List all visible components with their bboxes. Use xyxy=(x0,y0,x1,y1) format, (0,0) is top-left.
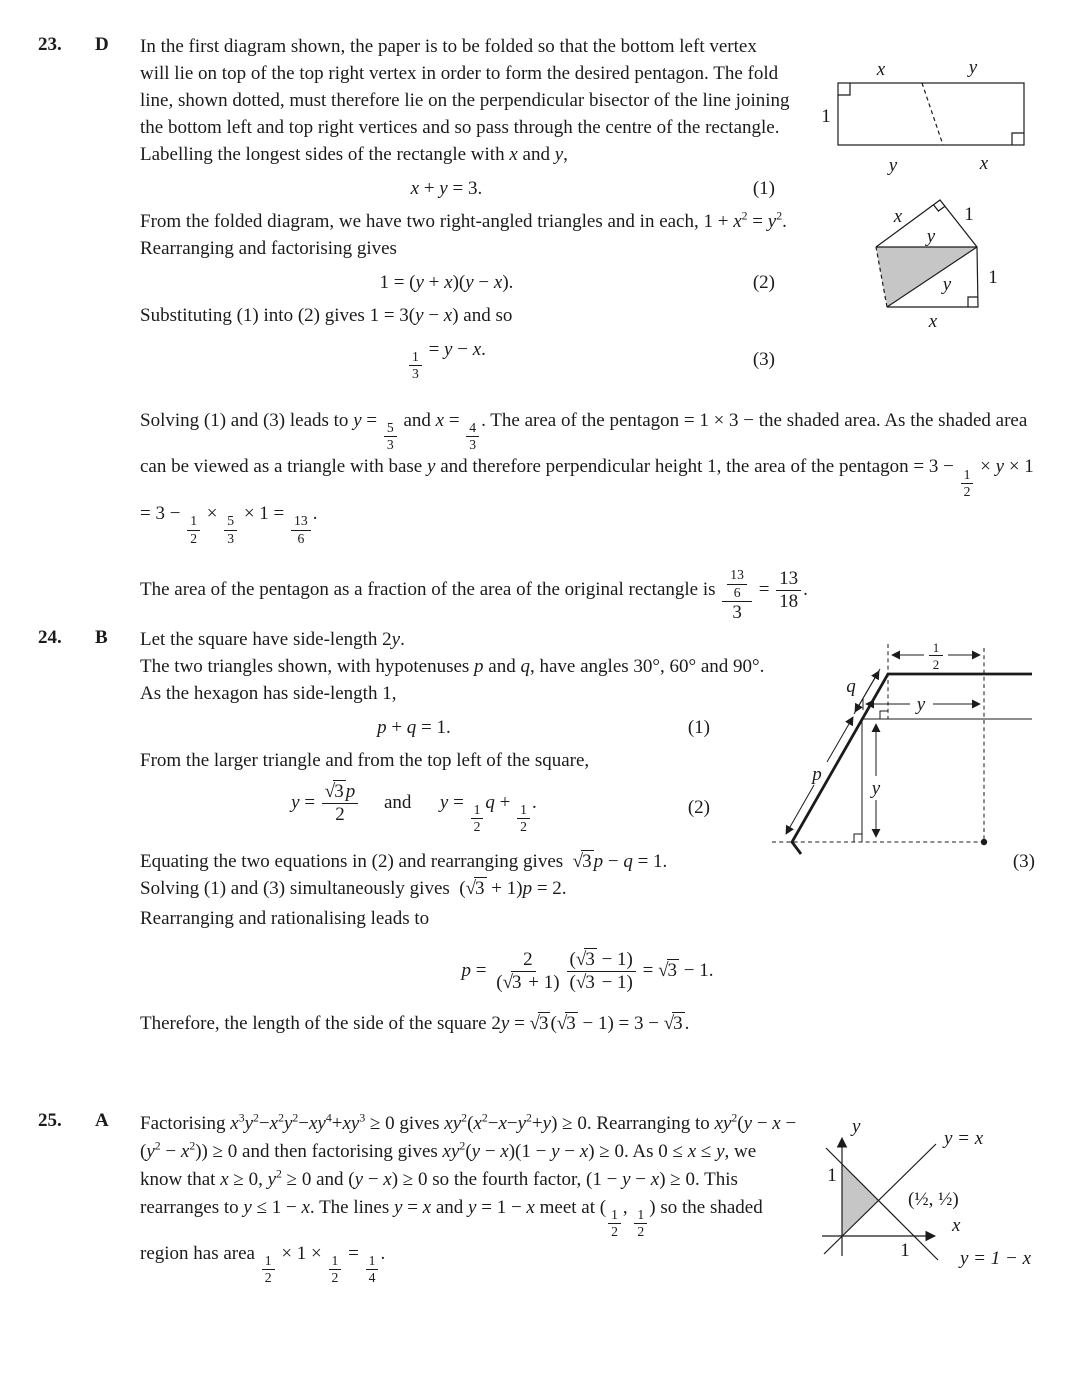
dimension-arrow xyxy=(855,669,880,712)
label-x-axis: x xyxy=(952,1215,961,1236)
shaded-region xyxy=(842,1164,879,1236)
shaded-triangle xyxy=(876,247,977,307)
equation-tag: (2) xyxy=(752,271,775,293)
fold-line xyxy=(922,83,943,145)
equation-tag: (2) xyxy=(687,797,710,819)
label-y: y xyxy=(888,155,898,176)
solution-paragraph: Rearranging and rationalising leads to xyxy=(140,907,430,929)
label-1: 1 xyxy=(988,267,998,288)
label-line-y-equals-1-minus-x: y = 1 − x xyxy=(960,1248,1032,1269)
equation: 1 = (y + x)(y − x). xyxy=(379,271,514,293)
label-x: x xyxy=(893,206,903,227)
solution-paragraph: Factorising $x^3y^2-x^2y^2-xy^4+xy^3 \ge 0$ gives $xy^2(x^2-x-y^2+y) \ge 0$. Rearranging to $xy^2(y - x - (y^2 - x^2)) \ge 0$ and then factorising gives $xy^2(y - x)(1 - y - x) \ge 0$. As 0 ≤ x ≤ y, we know that x ≥ 0, $y^2 \ge 0$ and (y − x) ≥ 0 so the fourth factor, (1 − y − x) ≥ 0. This rearranges to y ≤ 1 − x. The lines y = x and y = 1 − x meet at ( $\frac{1}{2}$ , $\frac{1}{2}$ ) so the shaded region has area $\frac{1}{2}$ × 1 × $\frac{1}{2}$ = $\frac{1}{4}$ . xyxy=(140,1111,797,1286)
label-unit-y: 1 xyxy=(827,1165,837,1186)
equation-row-2 xyxy=(140,272,775,294)
solution-paragraph: From the folded diagram, we have two right-angled triangles and in each, $1 + x^2 = y^2$. Rearranging and factorising gives xyxy=(140,209,787,259)
diagram-24-hexagon xyxy=(770,628,1060,856)
label-y: y xyxy=(916,694,926,715)
equation-tag: (1) xyxy=(687,716,710,738)
solution-paragraph: The area of the pentagon as a fraction of the area of the original rectangle is $\frac{\frac{13}{6}}{3}$ = $\frac{13}{18}$ . xyxy=(140,558,1080,623)
solution-paragraph: Solving (1) and (3) leads to y = $\frac{5}{3}$ and x = $\frac{4}{3}$ . The area of the pentagon = 1 × 3 − the shaded area. As the shaded area can be viewed as a triangle with base y and therefore perpendicular height 1, the area of the pentagon = 3 − $\frac{1}{2}$ × y × 1 = 3 − $\frac{1}{2}$ × $\frac{5}{3}$ × 1 = $\frac{13}{6}$ . xyxy=(140,409,1034,546)
label-unit-x: 1 xyxy=(900,1240,910,1261)
label-q: q xyxy=(846,676,856,697)
equation: Equating the two equations in (2) and rearranging gives √3 p − q = 1. xyxy=(140,850,668,872)
label-y: y xyxy=(871,778,881,799)
answer-letter: D xyxy=(95,34,109,55)
right-angle-mark xyxy=(934,205,946,211)
diagram-23-fold xyxy=(800,45,1050,330)
displayed-equation xyxy=(140,950,1035,993)
label-1: 1 xyxy=(821,106,831,127)
problem-number: 25. xyxy=(38,1110,62,1131)
label-half-denominator: 2 xyxy=(932,657,940,672)
solution-paragraph: Therefore, the length of the side of the square 2y = √3 (√3 − 1) = 3 − √3 . xyxy=(140,1013,690,1035)
right-angle-mark xyxy=(854,834,862,842)
label-y-axis: y xyxy=(852,1116,861,1137)
solution-paragraph: Substituting (1) into (2) gives 1 = 3(y − x) and so xyxy=(140,304,513,326)
label-x: x xyxy=(928,311,938,330)
label-half-numerator: 1 xyxy=(932,640,940,655)
equation-tag: (1) xyxy=(752,177,775,199)
equation: y = $\frac{√3 p}{2}$ and y = $\frac{1}{2}$ q + $\frac{1}{2}$ . xyxy=(291,780,537,835)
right-angle-mark xyxy=(968,297,978,307)
equation: x + y = 3. xyxy=(410,177,483,199)
label-x: x xyxy=(979,153,989,174)
answer-letter: B xyxy=(95,627,108,648)
label-y: y xyxy=(942,274,952,295)
solution-paragraph: In the first diagram shown, the paper is to be folded so that the bottom left vertex will lie on top of the top right vertex in order to form the desired pentagon. The fold line, shown dotted, must therefore lie on the perpendicular bisector of the line joining the bottom left and top right vertices and so pass through the centre of the rectangle. Labelling the longest sides of the rectangle with x and y, xyxy=(140,36,790,165)
solution-paragraph: Let the square have side-length 2y. The two triangles shown, with hypotenuses p and q, have angles 30°, 60° and 90°. As the hexagon has side-length 1, xyxy=(140,629,765,704)
right-angle-mark xyxy=(1012,133,1024,145)
label-y: y xyxy=(968,57,978,78)
equation-row-3 xyxy=(140,339,775,382)
diagram-25-graph xyxy=(808,1108,1073,1283)
equation-row-2 xyxy=(140,782,710,835)
corner-dot xyxy=(981,839,987,845)
equation-tag: (3) xyxy=(752,349,775,371)
label-x: x xyxy=(876,59,886,80)
equation-row-1 xyxy=(140,717,710,739)
problem-number: 24. xyxy=(38,627,62,648)
label-intersection-point: (½, ½) xyxy=(908,1189,959,1210)
label-p: p xyxy=(812,764,822,785)
equation: p + q = 1. xyxy=(377,716,451,738)
right-angle-mark xyxy=(838,83,850,95)
solution-paragraph: From the larger triangle and from the top left of the square, xyxy=(140,749,590,771)
hexagon-edges xyxy=(792,674,1032,854)
equation-row-1 xyxy=(140,178,775,200)
problem-number: 23. xyxy=(38,34,62,55)
rectangle-outline xyxy=(838,83,1024,145)
label-line-y-equals-x: y = x xyxy=(944,1128,984,1149)
label-y: y xyxy=(926,226,936,247)
equation-tag: (3) xyxy=(1012,850,1035,872)
equation: $\frac{1}{3}$ = y − x. xyxy=(140,339,753,382)
solution-block xyxy=(140,851,1035,933)
equation: p = $\frac{2}{(√3 + 1)}$ $\frac{(√3 - 1)}{(√3 - 1)}$ = √3 − 1. xyxy=(461,949,714,994)
right-angle-mark xyxy=(880,711,888,719)
label-1: 1 xyxy=(964,204,974,225)
answer-letter: A xyxy=(95,1110,109,1131)
solution-paragraph: Solving (1) and (3) simultaneously gives (√3 + 1)p = 2. xyxy=(140,877,567,899)
